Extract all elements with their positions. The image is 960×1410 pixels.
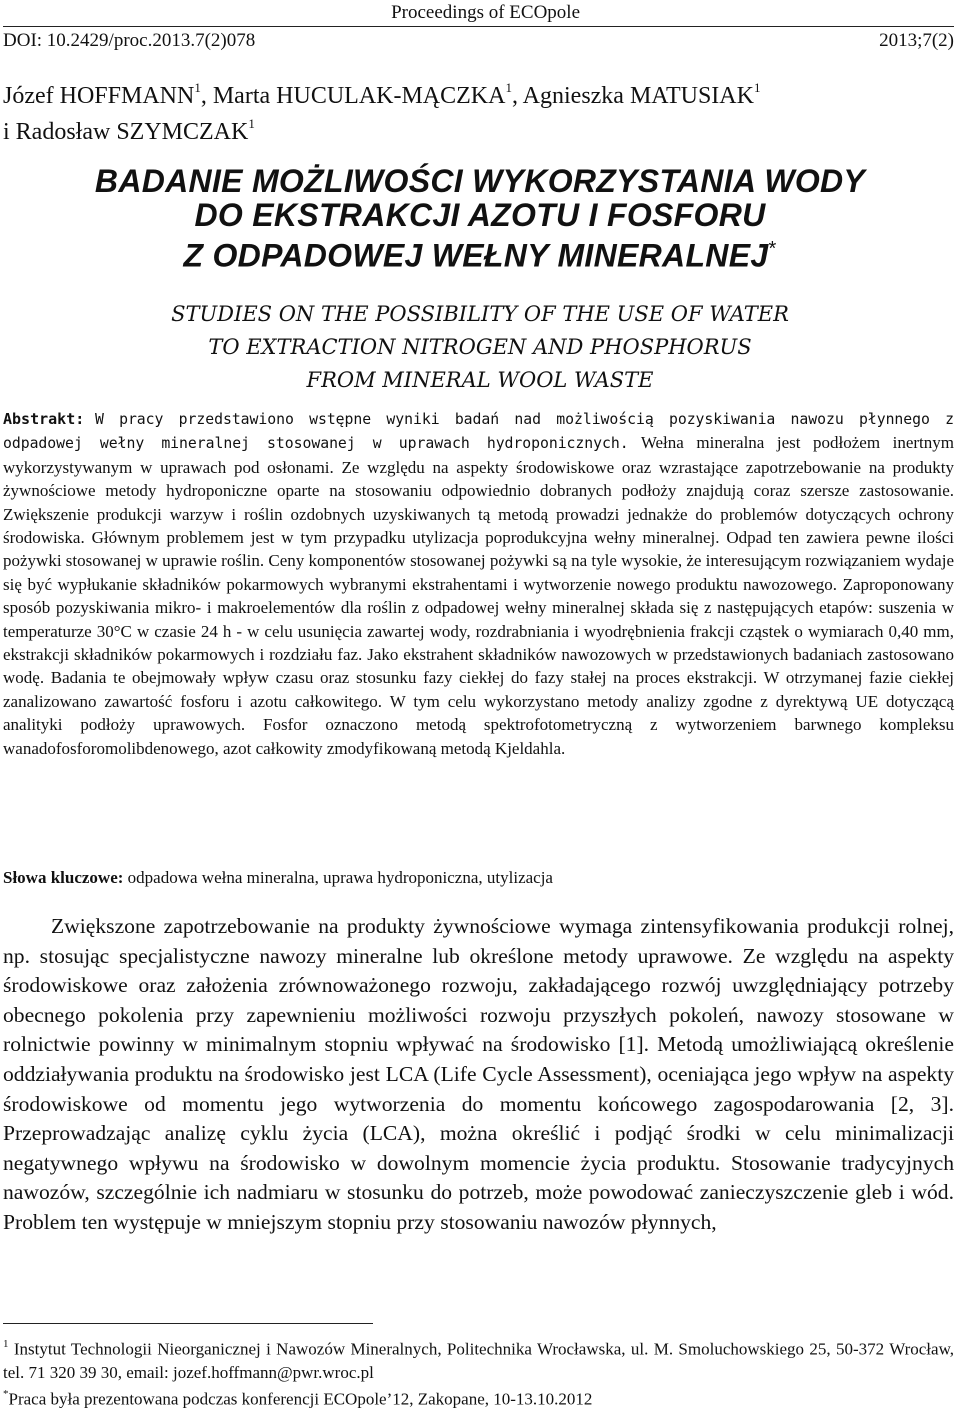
- doi: DOI: 10.2429/proc.2013.7(2)078: [3, 30, 256, 51]
- authors-line-1: Józef HOFFMANN$^1$, Marta HUCULAK-MĄCZKA$^1$, Agnieszka MATUSIAK$^1$: [3, 80, 761, 109]
- body-paragraph: Zwiększone zapotrzebowanie na produkty żywnościowe wymaga zintensyfikowania produkcji rolnej, np. stosując specjalistyczne nawozy mineralne lub określone metody uprawowe. Ze względu na aspekty środowiskowe oraz założenia zrównoważonego rozwoju, zakładającego rozwój uwzględniający potrzeby obecnego pokolenia przy zapewnieniu możliwości rozwoju przyszłych pokoleń, nawozy stosowane w rolnictwie powinny w minimalnym stopniu wpływać na środowisko [1]. Metodą umożliwiającą określenie oddziaływania produktu na środowisko jest LCA (Life Cycle Assessment), oceniająca jego wpływ na aspekty środowiskowe od momentu jego wytworzenia do momentu końcowego zagospodarowania [2, 3]. Przeprowadzając analizę cyklu życia (LCA), można określić i podjąć środki w celu minimalizacji negatywnego wpływu na środowisko w dowolnym momencie życia produktu. Stosowanie tradycyjnych nawozów, szczególnie ich nadmiaru w stosunku do potrzeb, może powodować zanieczyszczenie gleb i wód. Problem ten występuje w mniejszym stopniu przy stosowaniu nawozów płynnych,: [3, 914, 954, 1234]
- footnotes: [3, 1334, 954, 1410]
- abstract-text: Wełna mineralna jest podłożem inertnym wykorzystywanym w uprawach pod osłonami. Ze względu na aspekty środowiskowe oraz wzrastające zapotrzebowanie na produkty żywnościowe metody hydroponiczne oparte na stosowaniu odpowiednio dobranych podłoży znajdują coraz szersze zastosowanie. Zwiększenie produkcji warzyw i roślin ozdobnych uzyskiwanych tą metodą prowadzi jednakże do problemów dotyczących ochrony środowiska. Głównym problemem jest w tym przypadku utylizacja poprodukcyjna wełny mineralnej. Odpad ten zawiera pewne ilości pożywki stosowanej w uprawie roślin. Ceny komponentów stosowanej pożywki są na tyle wysokie, że interesującym rozwiązaniem wydaje się być wypłukanie składników pokarmowych wybranymi ekstrahentami i wytworzenie nowego produktu nawozowego. Zaproponowany sposób pozyskiwania mikro- i makroelementów dla roślin z odpadowej wełny mineralnej składa się z następujących etapów: suszenia w temperaturze 30°C w czasie 24 h - w celu usunięcia zawartej wody, rozdrabniania i wyodrębnienia frakcji cząstek o wymiarach 0,40 mm, ekstrakcji składników pokarmowych i rozdziału faz. Jako ekstrahent składników nawozowych w przedstawionych badaniach zastosowano wodę. Badania te obejmowały wpływ czasu oraz stosunku fazy ciekłej do fazy stałej na proces ekstrakcji. W otrzymanej fazie ciekłej zanalizowano zawartość fosforu i azotu całkowitego. W tym celu wykorzystano metody analizy zgodne z dyrektywą UE dotyczącą analityki podłoży uprawowych. Fosfor oznaczono metodą spektrofotometryczną z wytworzeniem barwnego kompleksu wanadofosforomolibdenowego, azot całkowity zmodyfikowaną metodą Kjeldahla.: [3, 433, 954, 758]
- footnote-affiliation: $^1$ Instytut Technologii Nieorganicznej i Nawozów Mineralnych, Politechnika Wrocławska, ul. M. Smoluchowskiego 25, 50-372 Wrocław, tel. 71 320 39 30, email: jozef.hoffmann@pwr.wroc.pl: [3, 1338, 954, 1382]
- header-row: [3, 30, 954, 52]
- keywords-text: odpadowa wełna mineralna, uprawa hydroponiczna, utylizacja: [127, 868, 553, 887]
- journal-name: Proceedings of ECOpole: [391, 2, 580, 23]
- keywords-label: Słowa kluczowe:: [3, 868, 124, 887]
- body-text: [3, 912, 954, 1238]
- abstract-mono: W pracy przedstawiono wstępne wyniki badań nad możliwością pozyskiwania nawozu płynnego z odpadowej wełny mineralnej stosowanej w uprawach hydroponicznych.: [3, 411, 954, 453]
- authors-line-2: i Radosław SZYMCZAK$^1$: [3, 116, 255, 145]
- abstract: [3, 407, 954, 760]
- authors: [3, 75, 954, 147]
- keywords: [3, 868, 954, 888]
- footnote-rule: [3, 1323, 373, 1324]
- issue: 2013;7(2): [879, 30, 954, 51]
- footnote-conference: *Praca była prezentowana podczas konferencji ECOpole’12, Zakopane, 10-13.10.2012: [3, 1387, 593, 1409]
- title-footnote-mark: *: [768, 238, 777, 260]
- abstract-label: Abstrakt:: [3, 410, 85, 428]
- title-english: STUDIES ON THE POSSIBILITY OF THE USE OF WATER TO EXTRACTION NITROGEN AND PHOSPHORUS FROM MINERAL WOOL WASTE: [171, 302, 789, 392]
- header-rule: [3, 26, 954, 27]
- title-polish: BADANIE MOŻLIWOŚCI WYKORZYSTANIA WODY DO EKSTRAKCJI AZOTU I FOSFORU Z ODPADOWEJ WEŁNY MINERALNEJ*: [94, 163, 866, 274]
